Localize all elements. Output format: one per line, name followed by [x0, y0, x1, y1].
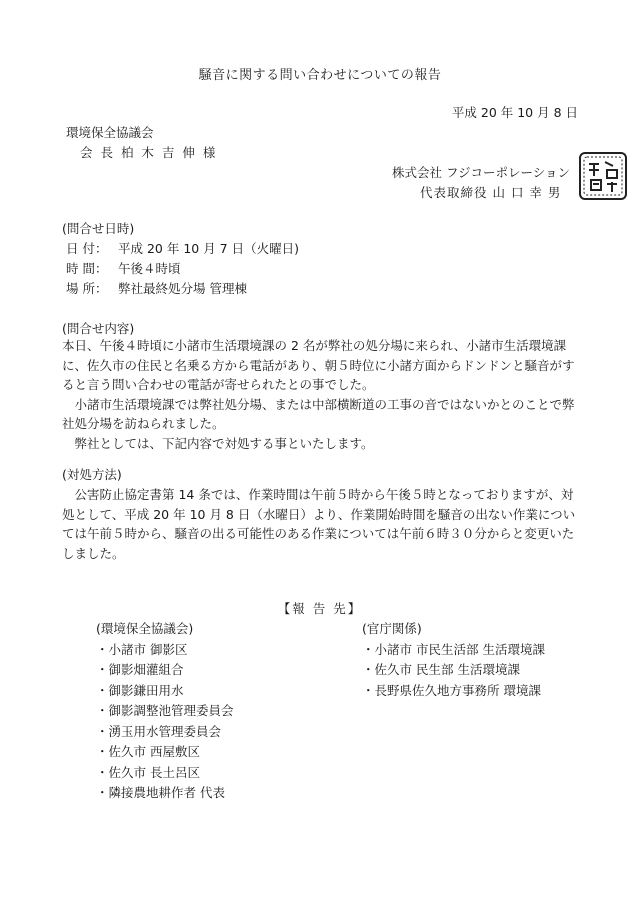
row-label: 場 所：	[66, 281, 108, 296]
inquiry-time-row	[66, 259, 181, 277]
inquiry-place-row	[66, 279, 247, 297]
inquiry-content-body	[62, 336, 582, 453]
list-item: ・御影鎌田用水	[96, 682, 184, 698]
recipients-group-heading: (環境保全協議会)	[96, 621, 194, 636]
list-item: ・御影調整池管理委員会	[96, 703, 234, 718]
document-title: 騒音に関する問い合わせについての報告	[198, 68, 442, 83]
list-item: ・佐久市 西屋敷区	[96, 744, 200, 759]
recipients-right-column	[362, 619, 545, 701]
list-item: ・御影畑灌組合	[96, 662, 184, 677]
inquiry-content-heading: (問合せ内容)	[62, 321, 135, 336]
addressee-name: 会 長 柏 木 吉 伸 様	[80, 145, 218, 160]
paragraph: 小諸市生活環境課では弊社処分場、または中部横断道の工事の音ではないかとのことで弊社処分場を訪ねられました。	[62, 396, 575, 431]
list-item: ・小諸市 御影区	[96, 641, 188, 657]
response-heading: (対処方法)	[62, 467, 122, 482]
row-value: 午後４時頃	[118, 261, 181, 276]
row-value: 弊社最終処分場 管理棟	[118, 281, 247, 296]
company-seal-stamp	[577, 150, 629, 202]
paragraph: 公害防止協定書第 14 条では、作業時間は午前５時から午後５時となっておりますが、対処として、平成 20 年 10 月 8 日（水曜日）より、作業開始時間を騒音の出ない作業については午前５時から、騒音の出る可能性のある作業については午前６時３０分からと変更いたしました。	[62, 487, 576, 561]
sender-representative: 代表取締役 山 口 幸 男	[420, 185, 562, 200]
response-body	[62, 485, 582, 563]
inquiry-datetime-heading: (問合せ日時)	[62, 221, 135, 236]
list-item: ・佐久市 長土呂区	[96, 764, 200, 780]
paragraph: 本日、午後４時頃に小諸市生活環境課の 2 名が弊社の処分場に来られ、小諸市生活環境課に、佐久市の住民と名乗る方から電話があり、朝５時位に小諸方面からドンドンと騒音がすると言う問い合わせの電話が寄せられたとの事でした。	[62, 338, 575, 392]
sender-company: 株式会社 フジコーポレーション	[392, 165, 570, 180]
list-item: ・長野県佐久地方事務所 環境課	[362, 682, 541, 698]
recipients-left-column	[96, 619, 234, 804]
inquiry-date-row	[66, 239, 299, 257]
row-label: 日 付：	[66, 241, 108, 256]
row-value: 平成 20 年 10 月 7 日（火曜日)	[118, 241, 299, 256]
row-label: 時 間：	[66, 261, 108, 276]
document-date: 平成 20 年 10 月 8 日	[451, 105, 578, 120]
report-recipients-heading: 【報 告 先】	[277, 601, 363, 616]
addressee-organization: 環境保全協議会	[66, 125, 154, 140]
paragraph: 弊社としては、下記内容で対処する事といたします。	[74, 435, 374, 451]
list-item: ・湧玉用水管理委員会	[96, 723, 222, 739]
list-item: ・佐久市 民生部 生活環境課	[362, 662, 520, 677]
list-item: ・小諸市 市民生活部 生活環境課	[362, 641, 545, 657]
recipients-group-heading: (官庁関係)	[362, 621, 422, 636]
list-item: ・隣接農地耕作者 代表	[96, 785, 225, 800]
